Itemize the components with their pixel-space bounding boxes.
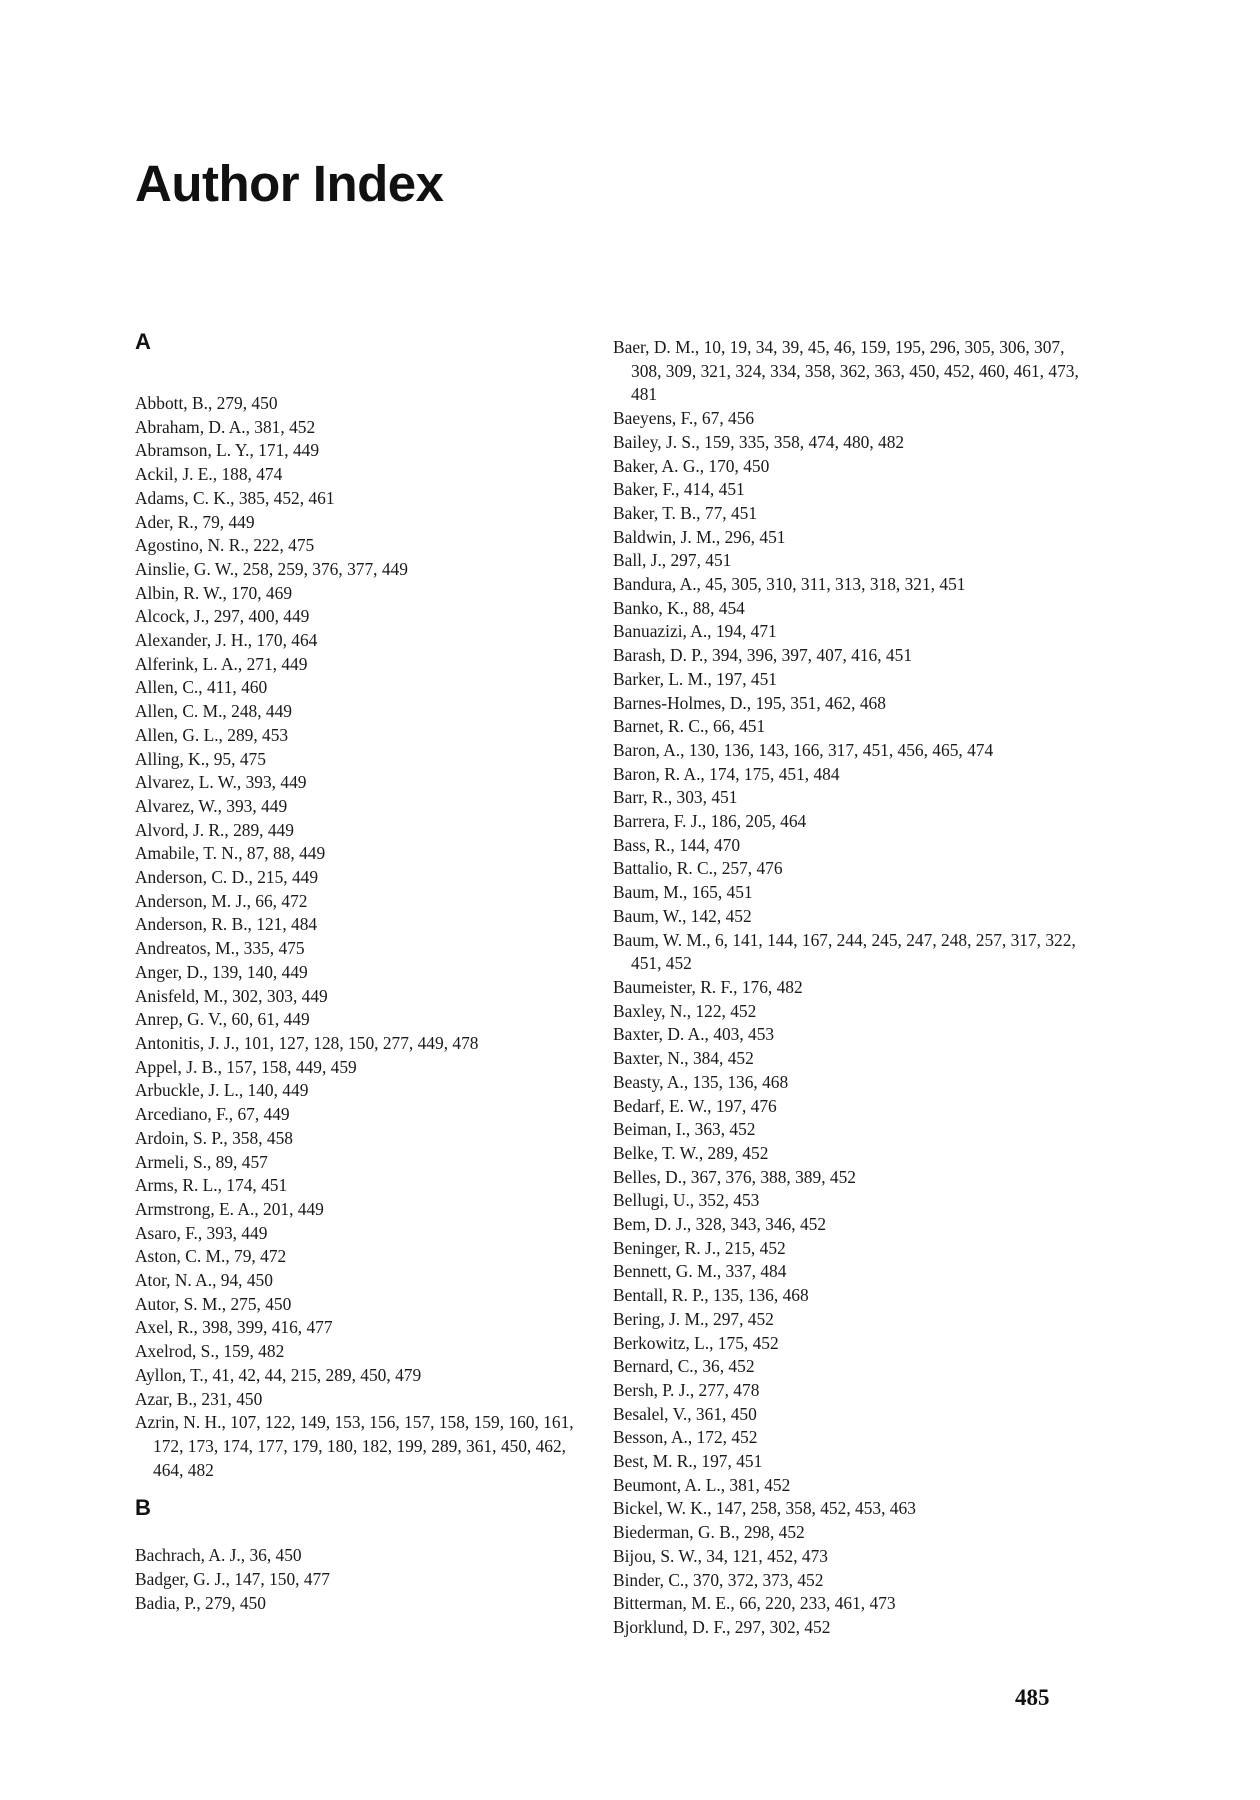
index-entry: Bjorklund, D. F., 297, 302, 452 xyxy=(613,1616,831,1637)
index-entry: Bass, R., 144, 470 xyxy=(613,834,741,855)
index-entry: Banuazizi, A., 194, 471 xyxy=(613,621,777,642)
index-entry: Barnes-Holmes, D., 195, 351, 462, 468 xyxy=(613,692,886,713)
index-entry: Bersh, P. J., 277, 478 xyxy=(613,1379,760,1400)
index-entry: Baum, W. M., 6, 141, 144, 167, 244, 245, 247, 248, 257, 317, 322, 451, 452 xyxy=(613,929,1076,974)
index-entry: Adams, C. K., 385, 452, 461 xyxy=(135,487,335,508)
index-entry: Biederman, G. B., 298, 452 xyxy=(613,1522,805,1543)
index-entry: Ayllon, T., 41, 42, 44, 215, 289, 450, 479 xyxy=(135,1364,422,1385)
index-entry: Alferink, L. A., 271, 449 xyxy=(135,653,308,674)
index-entry: Barrera, F. J., 186, 205, 464 xyxy=(613,811,807,832)
index-entry: Allen, C. M., 248, 449 xyxy=(135,701,292,722)
index-entry: Baer, D. M., 10, 19, 34, 39, 45, 46, 159, 195, 296, 305, 306, 307, 308, 309, 321, 324, 334, 358, 362, 363, 450, 452, 460, 461, 473, 481 xyxy=(613,337,1079,405)
index-entry: Baumeister, R. F., 176, 482 xyxy=(613,976,803,997)
index-entry: Barnet, R. C., 66, 451 xyxy=(613,716,766,737)
page-title: Author Index xyxy=(135,155,444,212)
index-entry: Binder, C., 370, 372, 373, 452 xyxy=(613,1569,824,1590)
index-entry: Abraham, D. A., 381, 452 xyxy=(135,416,316,437)
index-entry: Aston, C. M., 79, 472 xyxy=(135,1246,287,1267)
index-entry: Ardoin, S. P., 358, 458 xyxy=(135,1127,293,1148)
index-entry: Agostino, N. R., 222, 475 xyxy=(135,535,315,556)
index-entry: Bedarf, E. W., 197, 476 xyxy=(613,1095,777,1116)
index-entry: Arcediano, F., 67, 449 xyxy=(135,1104,290,1125)
index-entry: Alvord, J. R., 289, 449 xyxy=(135,819,294,840)
index-entry: Bitterman, M. E., 66, 220, 233, 461, 473 xyxy=(613,1593,896,1614)
index-entry: Best, M. R., 197, 451 xyxy=(613,1451,763,1472)
index-entry: Anisfeld, M., 302, 303, 449 xyxy=(135,985,328,1006)
index-entry: Axel, R., 398, 399, 416, 477 xyxy=(135,1317,333,1338)
entry-list-b xyxy=(135,1544,595,1615)
index-entry: Barker, L. M., 197, 451 xyxy=(613,668,778,689)
index-entry: Appel, J. B., 157, 158, 449, 459 xyxy=(135,1056,357,1077)
index-entry: Ainslie, G. W., 258, 259, 376, 377, 449 xyxy=(135,558,408,579)
index-entry: Anger, D., 139, 140, 449 xyxy=(135,961,308,982)
index-entry: Battalio, R. C., 257, 476 xyxy=(613,858,783,879)
index-entry: Baxter, D. A., 403, 453 xyxy=(613,1024,775,1045)
index-column-right xyxy=(613,336,1083,1640)
index-entry: Baldwin, J. M., 296, 451 xyxy=(613,526,786,547)
index-entry: Antonitis, J. J., 101, 127, 128, 150, 277, 449, 478 xyxy=(135,1032,479,1053)
index-entry: Autor, S. M., 275, 450 xyxy=(135,1293,292,1314)
index-entry: Armeli, S., 89, 457 xyxy=(135,1151,268,1172)
index-entry: Baum, W., 142, 452 xyxy=(613,905,752,926)
index-entry: Belles, D., 367, 376, 388, 389, 452 xyxy=(613,1166,856,1187)
index-entry: Bachrach, A. J., 36, 450 xyxy=(135,1545,302,1566)
index-entry: Armstrong, E. A., 201, 449 xyxy=(135,1198,324,1219)
index-entry: Allen, G. L., 289, 453 xyxy=(135,724,289,745)
index-entry: Albin, R. W., 170, 469 xyxy=(135,582,293,603)
index-entry: Bering, J. M., 297, 452 xyxy=(613,1308,774,1329)
index-entry: Ader, R., 79, 449 xyxy=(135,511,255,532)
index-column-left xyxy=(135,330,595,1615)
index-entry: Abbott, B., 279, 450 xyxy=(135,393,278,413)
index-entry: Bijou, S. W., 34, 121, 452, 473 xyxy=(613,1545,828,1566)
index-entry: Abramson, L. Y., 171, 449 xyxy=(135,440,320,461)
index-entry: Arms, R. L., 174, 451 xyxy=(135,1175,288,1196)
index-entry: Barr, R., 303, 451 xyxy=(613,787,738,808)
index-entry: Andreatos, M., 335, 475 xyxy=(135,938,305,959)
section-heading-a: A xyxy=(135,329,151,354)
index-entry: Barash, D. P., 394, 396, 397, 407, 416, 451 xyxy=(613,645,913,666)
index-entry: Beninger, R. J., 215, 452 xyxy=(613,1237,786,1258)
index-entry: Axelrod, S., 159, 482 xyxy=(135,1341,285,1362)
index-entry: Beumont, A. L., 381, 452 xyxy=(613,1474,791,1495)
index-entry: Baeyens, F., 67, 456 xyxy=(613,408,755,429)
index-entry: Arbuckle, J. L., 140, 449 xyxy=(135,1080,309,1101)
index-entry: Baker, T. B., 77, 451 xyxy=(613,502,758,523)
index-entry: Badger, G. J., 147, 150, 477 xyxy=(135,1569,330,1590)
index-entry: Bem, D. J., 328, 343, 346, 452 xyxy=(613,1214,827,1235)
index-entry: Baxley, N., 122, 452 xyxy=(613,1000,757,1021)
entry-list-b-continued xyxy=(613,336,1083,1640)
index-entry: Besson, A., 172, 452 xyxy=(613,1427,758,1448)
index-entry: Ball, J., 297, 451 xyxy=(613,550,732,571)
index-entry: Belke, T. W., 289, 452 xyxy=(613,1142,769,1163)
index-entry: Azar, B., 231, 450 xyxy=(135,1388,263,1409)
index-entry: Baker, F., 414, 451 xyxy=(613,479,745,500)
index-entry: Anderson, C. D., 215, 449 xyxy=(135,867,319,888)
page-number: 485 xyxy=(1015,1685,1050,1710)
index-entry: Bellugi, U., 352, 453 xyxy=(613,1190,760,1211)
index-entry: Beiman, I., 363, 452 xyxy=(613,1119,756,1140)
index-entry: Ator, N. A., 94, 450 xyxy=(135,1270,273,1291)
index-entry: Asaro, F., 393, 449 xyxy=(135,1222,268,1243)
section-heading-b: B xyxy=(135,1495,151,1521)
index-entry: Bernard, C., 36, 452 xyxy=(613,1356,755,1377)
index-entry: Azrin, N. H., 107, 122, 149, 153, 156, 157, 158, 159, 160, 161, 172, 173, 174, 177, 179, 180, 182, 199, 289, 361, 450, 462, 464, 482 xyxy=(135,1412,574,1480)
index-entry: Baker, A. G., 170, 450 xyxy=(613,455,770,476)
index-entry: Baron, R. A., 174, 175, 451, 484 xyxy=(613,763,840,784)
index-entry: Bentall, R. P., 135, 136, 468 xyxy=(613,1285,809,1306)
entry-list-a xyxy=(135,392,595,1482)
index-entry: Berkowitz, L., 175, 452 xyxy=(613,1332,779,1353)
index-entry: Alvarez, L. W., 393, 449 xyxy=(135,772,307,793)
index-entry: Bailey, J. S., 159, 335, 358, 474, 480, 482 xyxy=(613,431,905,452)
index-entry: Besalel, V., 361, 450 xyxy=(613,1403,757,1424)
index-entry: Alling, K., 95, 475 xyxy=(135,748,266,769)
index-entry: Beasty, A., 135, 136, 468 xyxy=(613,1071,789,1092)
index-entry: Bickel, W. K., 147, 258, 358, 452, 453, 463 xyxy=(613,1498,916,1519)
index-entry: Baxter, N., 384, 452 xyxy=(613,1048,754,1069)
index-entry: Bandura, A., 45, 305, 310, 311, 313, 318, 321, 451 xyxy=(613,574,966,595)
index-entry: Alcock, J., 297, 400, 449 xyxy=(135,606,310,627)
index-entry: Ackil, J. E., 188, 474 xyxy=(135,464,283,485)
index-entry: Anderson, M. J., 66, 472 xyxy=(135,890,308,911)
index-entry: Alvarez, W., 393, 449 xyxy=(135,795,288,816)
index-entry: Badia, P., 279, 450 xyxy=(135,1592,266,1613)
index-entry: Baum, M., 165, 451 xyxy=(613,882,753,903)
index-entry: Anrep, G. V., 60, 61, 449 xyxy=(135,1009,310,1030)
index-entry: Alexander, J. H., 170, 464 xyxy=(135,630,318,651)
index-entry: Baron, A., 130, 136, 143, 166, 317, 451, 456, 465, 474 xyxy=(613,739,994,760)
index-entry: Amabile, T. N., 87, 88, 449 xyxy=(135,843,326,864)
index-entry: Banko, K., 88, 454 xyxy=(613,597,745,618)
index-entry: Allen, C., 411, 460 xyxy=(135,677,268,698)
index-entry: Anderson, R. B., 121, 484 xyxy=(135,914,318,935)
index-entry: Bennett, G. M., 337, 484 xyxy=(613,1261,787,1282)
